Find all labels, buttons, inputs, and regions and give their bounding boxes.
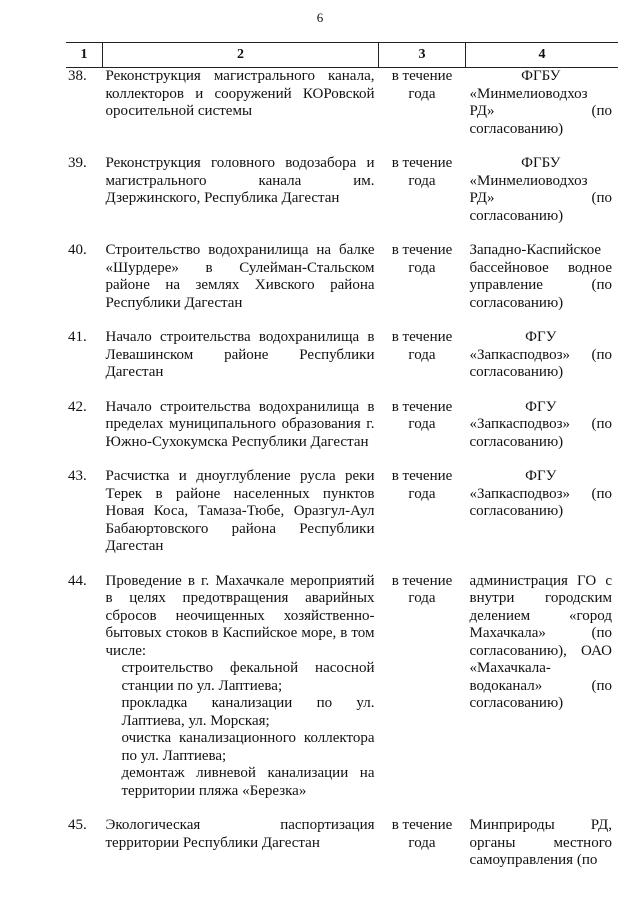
table-header-row [66,43,618,68]
row-number: 44. [68,572,87,589]
responsible-cell [466,468,619,573]
responsible-cell [466,399,619,469]
row-number: 41. [68,329,87,345]
term-cell: в течение года [391,398,453,432]
responsible-title: ФГУ [525,329,557,345]
column-header-1: 1 [66,43,103,68]
measure-cell [103,573,379,818]
responsible-cell [466,329,619,399]
responsible-title: ФГБУ [521,68,561,84]
term-cell: в течение года [391,572,453,606]
measure-text: Строительство водохранилища на балке «Шурдере» в Сулейман-Стальском районе на землях Хивского района Республики Дагестан [105,242,375,311]
term-cell: в течение года [391,155,453,189]
responsible-text: «Запкасподвоз» (по согласованию) [469,485,612,519]
row-number: 45. [68,817,87,833]
column-header-2: 2 [103,43,379,68]
responsible-text: администрация ГО с внутри городским делением «город Махачкала» (по согласованию), ОАО «Махачкала-водоканал» (по согласованию) [469,572,612,711]
responsible-cell [466,68,619,156]
table-row [66,329,618,399]
responsible-title: ФГБУ [521,155,561,171]
measure-text: Реконструкция головного водозабора и магистрального канала им. Дзержинского, Республика Дагестан [105,155,375,206]
row-number: 39. [68,155,87,171]
table-row [66,399,618,469]
term-cell: в течение года [391,817,453,851]
row-number: 42. [68,398,87,415]
table-row [66,573,618,818]
table-row [66,242,618,329]
measure-text: Экологическая паспортизация территории Республики Дагестан [105,817,375,851]
page-number: 6 [316,10,324,25]
row-number: 40. [68,242,87,258]
responsible-text: Минприроды РД, органы местного самоуправления (по [469,817,612,868]
term-cell: в течение года [391,68,453,102]
responsible-text: Западно-Каспийское бассейновое водное управление (по согласованию) [469,242,612,311]
column-header-4: 4 [466,43,619,68]
table-row [66,68,618,156]
measure-subitem: прокладка канализации по ул. Лаптиева, ул. Морская; [121,695,375,729]
measure-text: Начало строительства водохранилища в Левашинском районе Республики Дагестан [105,329,375,380]
measure-text: Расчистка и дноуглубление русла реки Терек в районе населенных пунктов Новая Коса, Тамаза-Тюбе, Оразгул-Аул Бабаюртовского района Республики Дагестан [105,468,375,554]
responsible-title: ФГУ [525,398,557,415]
term-cell: в течение года [391,329,453,363]
responsible-cell [466,817,619,887]
term-cell: в течение года [391,468,453,502]
responsible-cell [466,155,619,242]
responsible-text: «Запкасподвоз» (по согласованию) [469,346,612,380]
measure-subitem: демонтаж ливневой канализации на территории пляжа «Березка» [121,765,375,799]
row-number: 43. [68,468,87,484]
responsible-text: «Запкасподвоз» (по согласованию) [469,416,612,450]
measure-text: Проведение в г. Махачкале мероприятий в целях предотвращения аварийных сбросов неочищенных хозяйственно-бытовых стоков в Каспийское море, в том числе: [105,572,375,659]
column-header-3: 3 [379,43,466,68]
measure-text: Начало строительства водохранилища в пределах муниципального образования г. Южно-Сухокумска Республики Дагестан [105,398,375,450]
measures-table [66,42,618,887]
responsible-cell [466,573,619,818]
measure-text: Реконструкция магистрального канала, коллекторов и сооружений КОРовской оросительной системы [105,68,375,119]
table-row [66,817,618,887]
measure-subitem: строительство фекальной насосной станции по ул. Лаптиева; [121,660,375,694]
measure-subitem: очистка канализационного коллектора по ул. Лаптиева; [121,730,375,764]
table-row [66,155,618,242]
responsible-text: «Минмелиоводхоз РД» (по согласованию) [469,172,612,224]
responsible-text: «Минмелиоводхоз РД» (по согласованию) [469,85,612,137]
responsible-title: ФГУ [525,468,557,484]
table-row [66,468,618,573]
term-cell: в течение года [391,242,453,276]
row-number: 38. [68,68,87,84]
responsible-cell [466,242,619,329]
